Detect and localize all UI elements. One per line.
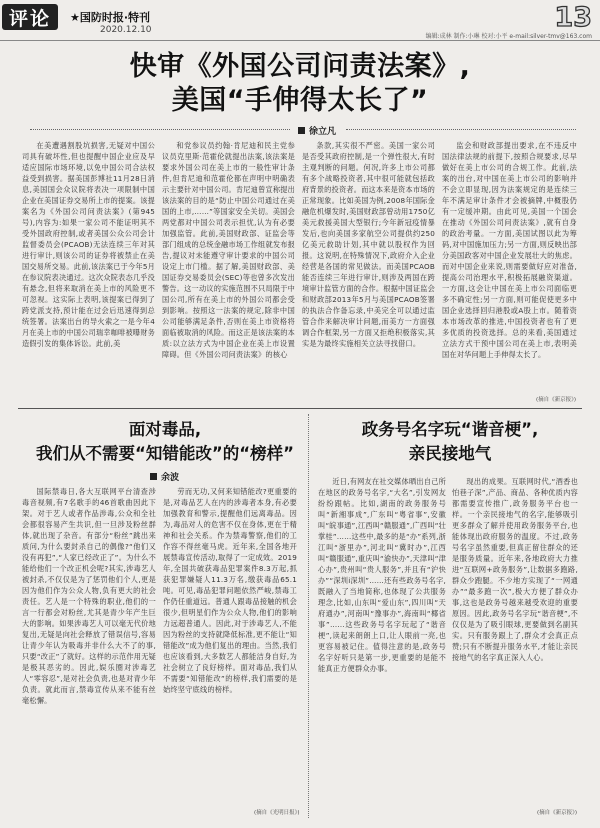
right-article-text: 近日,有网友在社交媒体晒出自己所在地区的政务号名字,“大名”,引发网友纷纷跟帖。比如,湖南的政务服务号叫“新湘事成”,广东叫“粤省事”,安徽叫“皖事通”,江西叫“赣服通”,广西叫“壮掌桂”……这些中,最多的是“办”系列,浙江叫“浙里办”,河北叫“冀时办”,江西叫“赣服通”,重庆叫“渝快办”,天津叫“津心办”,贵州叫“贵人服务”,并且有“沪快办”“深圳i深圳”……还有些政务号名字,既融入了当地简称,也体现了公共服务理念,比如,山东叫“爱山东”,四川叫“天府通办”,河南叫“豫事办”,海南叫“椰省事”……这些政务号名字玩起了“谐音梗”,读起来朗朗上口,让人眼前一亮,也更容易被记住。值得注意的是,政务号名字好听只是第一步,更重要的是能不能真正方便群众办事。	[318, 477, 446, 673]
main-article-column-2	[162, 140, 295, 400]
paper-name: ★国防时报·特刊	[70, 11, 151, 24]
byline-marker-icon	[298, 127, 305, 134]
left-article-credit: (摘自《光明日报》)	[254, 810, 300, 816]
main-headline-line1: 快审《外国公司问责法案》,	[129, 51, 471, 82]
masthead	[0, 0, 600, 40]
main-article-text: 在美遭遇割股坑损害,无疑对中国公司具有破坏性,但也提醒中国企业应及早适应国际市场环境,以免中国公司合法权益受到损害。据美国彭博社11月28日消息,美国国会众议院将表决一项限制中国企业在美国证券交易所上市的提案。该提案名为《外国公司问责法案》(第945号),内容为:如果一家公司不能证明其不受外国政府控制,或者美国公众公司会计监督委员会(PCAOB)无法连续三年对其进行审计,则该公司的证券将被禁止在美国交易所交易。此前,该法案已于今年5月在参议院表决通过。这次众院表态几乎没有悬念,但将来取消在美上市的风险更不可忽视。这实际上表明,该提案已得到了跨党派支持,预计能在过会后迅速得到总统签署。法案出台的导火索之一是今年4月在美上市的中国公司瑞幸咖啡被曝财务造假引发的集体诉讼。此前,美	[22, 141, 155, 348]
column-divider	[308, 414, 309, 818]
right-article-credit: (摘自《新京报》)	[537, 810, 578, 816]
right-headline-line2: 亲民接地气	[408, 444, 492, 463]
left-article-headline	[20, 418, 310, 466]
main-author: 徐立凡	[309, 127, 337, 137]
left-author: 余波	[161, 473, 180, 483]
main-article-text: 监会和财政部提出要求,在不违反中国法律法规的前提下,按照合规要求,尽早做好在美上市公司的合规工作。此前,法案的出台,对中国在美上市公司的影响并不会立即显现,因为法案规定的是连续三年不满足审计条件才会被摘牌,中概股仍有一定缓冲期。由此可见,美国一个国会在推动《外国公司问责法案》,就有自身的政治考量。一方面,美国试图以此为筹码,对中国施加压力;另一方面,则反映出部分美国政客对中国企业发展壮大的焦虑。而对中国企业来说,则需要做好应对准备,提高公司治理水平,积极拓展融资渠道。一方面,这会让中国在美上市公司面临更多不确定性;另一方面,则可能促使更多中国企业选择回归港股或A股上市。随着资本市场改革的推进,中国投资者也有了更多优质的投资选择。总的来看,美国通过立法方式干预中国公司在美上市,表明美国在对华问题上手伸得太长了。	[442, 141, 577, 359]
section-label: 评论	[9, 7, 52, 30]
left-byline	[150, 470, 179, 483]
left-headline-line1: 面对毒品,	[128, 420, 202, 439]
issue-date: 2020.12.10	[100, 25, 152, 35]
main-article-text: 条款,其实很不严密。美国一家公司是否受其政府控制,是一个弹性很大,有时主观判断的问题。何况,许多上市公司都有多个战略投资者,其中很可能就包括政府背景的投资者。而这本来是资本市场的正常现象。比如美国为例,2008年国际金融危机爆发时,美国财政部曾动用1750亿美元救援美国大型银行;今年新冠疫情暴发后,也向美国多家航空公司提供约250亿美元救助计划,其中就以股权作为回报。这说明,在特殊情况下,政府介入企业经营是各国的常见做法。而美国PCAOB能否连续三年进行审计,则涉及两国在跨境审计监管方面的合作。根据中国证监会和财政部2013年5月与美国PCAOB签署的执法合作备忘录,中美完全可以通过监管合作来解决审计问题,而美方一方面强调合作框架,另一方面又拒绝积极落实,其实是为最终实施相关立法寻找借口。	[302, 141, 435, 348]
byline-rule-right	[346, 129, 576, 130]
main-article-credit: (摘自《新京报》)	[536, 397, 577, 403]
main-headline-line2: 美国“手伸得太长了”	[171, 85, 429, 116]
byline-marker-icon	[150, 473, 157, 480]
left-article-text: 国际禁毒日,各大互联网平台清查涉毒音视频,有7名歌手的46首歌曲因此下架。对于艺人或者作品涉毒,公众和全社会都很容易产生共识,但一旦涉及粉丝群体,就出现了杂音。有部分“粉丝”跳出来质问,为什么要封杀自己的偶像?“他们又没有再犯”,“人家已经改正了”。为什么不能给他们一个改正机会呢?其实,涉毒艺人被封杀,不仅仅是为了惩罚他们个人,更是因为他们作为公众人物,负有更大的社会责任。艺人是一个特殊的职业,他们的一言一行都会对粉丝,尤其是青少年产生巨大的影响。如果涉毒艺人可以毫无代价地复出,无疑是向社会释放了错误信号,容易让青少年认为吸毒并非什么大不了的事,只要“改正”了就好。这样的示范作用无疑是极其恶劣的。因此,娱乐圈对涉毒艺人“零容忍”,是对社会负责,也是对青少年负责。就此而言,禁毒宣传从来不能有丝毫松懈。	[22, 487, 156, 705]
main-article-column-1	[22, 140, 155, 400]
page-number: 13	[554, 2, 592, 33]
left-article-text: 劳而无功,又何来知错能改?更重要的是,对毒品艺人在内的涉毒者本身,有必要加强教育和警示,提醒他们远离毒品。因为,毒品对人的危害不仅在身体,更在于精神和社会关系。作为禁毒警察,他们的工作容不得丝毫马虎。近年来,全国各地开展禁毒宣传活动,取得了一定成效。2019年,全国共破获毒品犯罪案件8.3万起,抓获犯罪嫌疑人11.3万名,缴获毒品65.1吨。可见,毒品犯罪问题依然严峻,禁毒工作仍任重道远。普通人跟毒品接触的机会很少,但明星们作为公众人物,他们的影响力远超普通人。因此,对于涉毒艺人,不能因为粉丝的支持就降低标准,更不能让“知错能改”成为他们复出的理由。当然,我们也应该看到,大多数艺人都能洁身自好,为社会树立了良好榜样。面对毒品,我们从不需要“知错能改”的榜样,我们需要的是始终坚守底线的榜样。	[163, 487, 297, 694]
main-byline	[298, 124, 336, 137]
byline-rule-left	[30, 129, 290, 130]
right-article-column-2	[452, 476, 578, 804]
main-headline	[0, 50, 600, 118]
main-article-text: 和党参议员约翰·肯尼迪和民主党参议员克里斯·范霍伦就提出法案,该法案是要求外国公司在美上市的一般性审计条件,但肯尼迪和范霍伦都在声明中明确表示主要针对中国公司。肯尼迪曾宣称提出该法案的目的是“防止中国公司通过在美国的上市,……”等国家安全关切。美国会两党都对中国公司表示担忧,认为有必要加强监管。此前,美国财政部、证监会等部门组成的总统金融市场工作组就发布报告,提议对未能遵守审计要求的中国公司设定上市门槛。据了解,美国财政部、美国证券交易委员会(SEC)等也曾多次发出警告。这一动议的实施范围不只局限于中国公司,所有在美上市的外国公司都会受到影响。按照这一法案的规定,除非中国公司能够满足条件,否则在美上市资格将面临被取消的风险。而这正是该法案的本质:以立法方式为中国企业在美上市设置障碍。但《外国公司问责法案》的核心	[162, 141, 295, 359]
right-article-text: 现出的成果。互联网时代,“酒香也怕巷子深”,产品、商品、各种优质内容都需要宣传推广,政务服务平台也一样。一个亲民接地气的名字,能够吸引更多群众了解并使用政务服务平台,也能体现出政府服务的温度。不过,政务号名字虽然重要,但真正留住群众的还是服务质量。近年来,各地政府大力推进“互联网+政务服务”,让数据多跑路,群众少跑腿。不少地方实现了“一网通办”“最多跑一次”,极大方便了群众办事,这也是政务号越来越受欢迎的重要原因。因此,政务号名字玩“谐音梗”,不仅仅是为了吸引眼球,更要做到名副其实。只有服务跟上了,群众才会真正点赞;只有不断提升服务水平,才能让亲民接地气的名字真正深入人心。	[452, 477, 578, 662]
editor-line: 编辑:成林 制作:小琳 校对:小平 e-mail:silver-tmv@163.com	[425, 33, 592, 40]
left-article-column-1	[22, 486, 156, 816]
section-tab	[2, 4, 58, 30]
right-article-column-1	[318, 476, 446, 816]
right-headline-line1: 政务号名字玩“谐音梗”,	[361, 420, 539, 439]
main-article-column-3	[302, 140, 435, 400]
main-article-column-4	[442, 140, 577, 392]
section-divider	[18, 408, 582, 409]
left-article-column-2	[163, 486, 297, 804]
header-rule	[0, 40, 600, 41]
left-headline-line2: 我们从不需要“知错能改”的“榜样”	[36, 444, 294, 463]
right-article-headline	[318, 418, 582, 466]
